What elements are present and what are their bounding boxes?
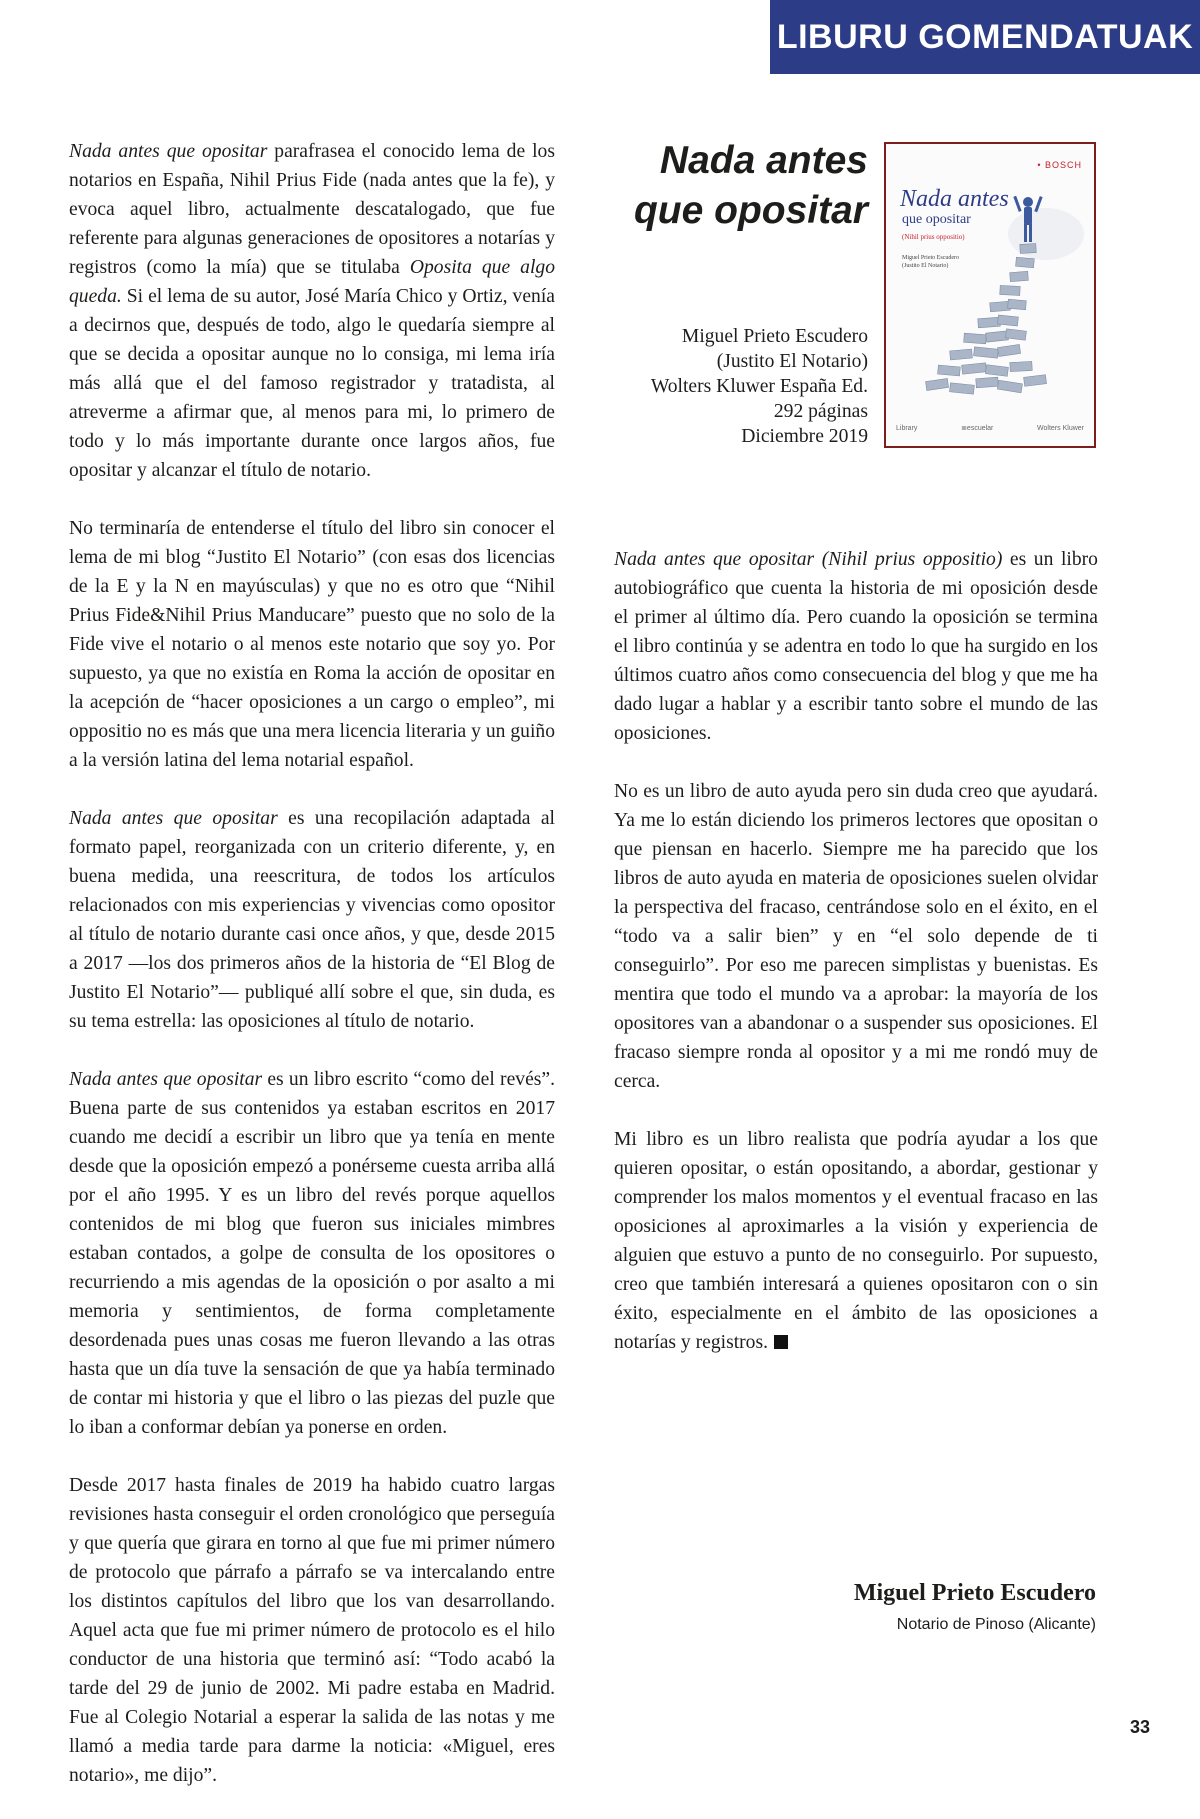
signature-role: Notario de Pinoso (Alicante) — [896, 1616, 1096, 1633]
cover-footer — [896, 424, 1084, 432]
inline-italic: Nada antes que opositar — [69, 1069, 263, 1090]
inline-italic: Oposita que algo queda. — [69, 257, 555, 307]
section-banner — [770, 0, 1200, 74]
inline-text: es una recopilación adaptada al formato papel, reorganizada con un criterio diferente, y, en buena medida, una reescritura, de todos los artículos relacionados con mis experiencias y vivencias como opositor al título de notario durante casi once años, y que, desde 2015 a 2017 —los dos primeros años de la historia de “El Blog de Justito El Notario”— publiqué allí sobre el que, sin duda, es su tema estrella: las oposiciones al título de notario. — [69, 808, 555, 1032]
book-title-line1: Nada antes — [659, 139, 868, 182]
cover-footer-left: Library — [896, 424, 918, 432]
inline-italic: Nada antes que opositar — [69, 808, 278, 829]
end-of-article-mark — [774, 1335, 788, 1349]
inline-text: Mi libro es un libro realista que podría ayudar a los que quieren opositar, o están opositando, a abordar, gestionar y comprender los malos momentos y el eventual fracaso en las oposiciones al aproximarles a la visión y experiencia de alguien que estuvo a punto de no conseguirlo. Por supuesto, creo que también interesará a quienes opositaron con o sin éxito, especialmente en el ámbito de las oposiciones a notarías y registros. — [614, 1129, 1098, 1353]
paragraph-2: No terminaría de entenderse el título del libro sin conocer el lema de mi blog “Justito El Notario” (con esas dos licencias de la E y la N en mayúsculas) y que no es otro que “Nihil Prius Fide&Nihil Prius Manducare” puesto que no solo de la Fide vive el notario o al menos este notario que soy yo. Por supuesto, ya que no existía en Roma la acción de opositar en la acepción de “hacer oposiciones a un cargo o empleo”, mi oppositio no es más que una mera licencia literaria y un guiño a la versión latina del lema notarial español. — [69, 518, 555, 771]
book-date: Diciembre 2019 — [741, 426, 868, 447]
cover-subtitle: que opositar — [902, 212, 971, 227]
inline-text: Si el lema de su autor, José María Chico y Ortiz, venía a decirnos que, después de todo, algo le quedaría siempre al que se decida a opositar aunque no lo consiga, mi lema iría más allá que el del famoso registrador y tratadista, al atreverme a afirmar que, al menos para mi, lo primero de todo y lo más importante durante once largos años, fue opositar y alcanzar el título de notario. — [69, 286, 555, 481]
book-pages: 292 páginas — [773, 401, 868, 422]
book-pseudonym: (Justito El Notario) — [716, 351, 868, 372]
paragraph-6 — [614, 545, 1098, 748]
page-number: 33 — [1129, 1717, 1151, 1737]
book-author: Miguel Prieto Escudero — [681, 326, 868, 347]
paragraph-7: No es un libro de auto ayuda pero sin duda creo que ayudará. Ya me lo están diciendo los primeros lectores que opositan o que piensan en hacerlo. Siempre me ha parecido que los libros de auto ayuda en materia de oposiciones suelen olvidar la perspectiva del fracaso, centrándose solo en el éxito, en el “todo va a salir bien” y en “el solo depende de ti conseguirlo”. Por eso me parecen simplistas y buenistas. Es mentira que todo el mundo va a aprobar: la mayoría de los opositores van a abandonar o a suspender sus oposiciones. El fracaso siempre ronda al opositor y a mi me rondó muy de cerca. — [614, 781, 1098, 1092]
book-metadata — [600, 324, 868, 449]
book-title — [600, 136, 868, 236]
paragraph-3 — [69, 804, 555, 1036]
paragraph-8 — [614, 1125, 1098, 1357]
book-cover-image — [884, 142, 1096, 448]
cover-publisher-mark: • BOSCH — [1037, 160, 1082, 170]
inline-text: es un libro escrito “como del revés”. Buena parte de sus contenidos ya estaban escritos en 2017 cuando me decidí a escribir un libro que ya tenía en mente desde que la oposición empezó a ponérseme cuesta arriba allá por el año 1995. Y es un libro del revés porque aquellos contenidos de mi blog que fueron sus iniciales mimbres estaban contados, a golpe de consulta de los opositores o recurriendo a mis agendas de la oposición o por asalto a mi memoria y sentimientos, de forma completamente desordenada pues unas cosas me fueron llevando a las otras hasta que un día tuve la sensación de que ya había terminado de contar mi historia y que el libro o las piezas del puzle que lo iban a conformar debían ya ponerse en orden. — [69, 1069, 555, 1438]
paragraph-1 — [69, 137, 555, 485]
section-title: LIBURU GOMENDATUAK — [776, 17, 1194, 56]
article-column-right — [614, 545, 1098, 1386]
inline-italic: Nada antes que opositar (Nihil prius oppositio) — [614, 549, 1003, 570]
article-column-left — [69, 137, 555, 1819]
cover-tagline: (Nihil prius oppositio) — [902, 233, 965, 241]
cover-footer-mid: ≣escuelar — [961, 425, 994, 432]
cover-author — [902, 254, 959, 270]
paragraph-4 — [69, 1065, 555, 1442]
book-title-line2: que opositar — [633, 189, 868, 232]
inline-text: es un libro autobiográfico que cuenta la historia de mi oposición desde el primer al último día. Pero cuando la oposición se termina el libro continúa y se adentra en todo lo que ha surgido en los últimos cuatro años como consecuencia del blog y que me ha dado lugar a hablar y a escribir tanto sobre el mundo de las oposiciones. — [614, 549, 1098, 744]
signature-name: Miguel Prieto Escudero — [853, 1580, 1096, 1606]
inline-text: parafrasea el conocido lema de los notarios en España, Nihil Prius Fide (nada antes que la fe), y evoca aquel libro, actualmente descatalogado, que fue referente para algunas generaciones de opositores a notarías y registros (como la mía) que se titulaba — [69, 141, 555, 278]
paragraph-5: Desde 2017 hasta finales de 2019 ha habido cuatro largas revisiones hasta conseguir el orden cronológico que perseguía y que quería que girara en torno al que fue mi primer número de protocolo que párrafo a párrafo se va intercalando entre los distintos capítulos del libro que los van desarrollando. Aquel acta que fue mi primer número de protocolo es el hilo conductor de una historia que terminó así: “Todo acabó la tarde del 29 de junio de 2002. Mi padre estaba en Madrid. Fue al Colegio Notarial a esperar la salida de las notas y me llamó a media tarde para darme la noticia: «Miguel, eres notario», me dijo”. — [69, 1475, 555, 1786]
cover-title: Nada antes — [900, 186, 1009, 212]
cover-footer-right: Wolters Kluwer — [1037, 424, 1084, 432]
book-publisher: Wolters Kluwer España Ed. — [650, 376, 868, 397]
cover-author-name: Miguel Prieto Escudero — [902, 255, 959, 261]
inline-italic: Nada antes que opositar — [69, 141, 268, 162]
cover-author-note: (Justito El Notario) — [902, 263, 949, 269]
